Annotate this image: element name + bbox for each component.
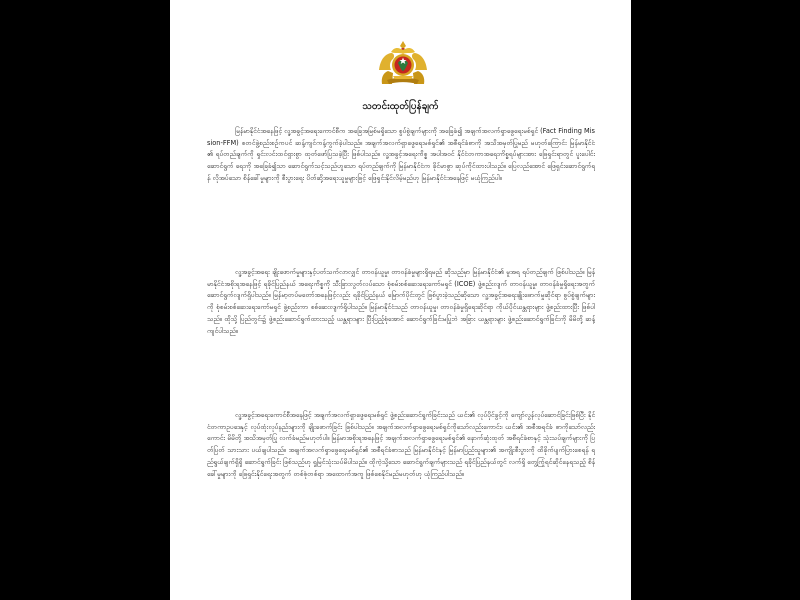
state-seal-emblem — [377, 40, 429, 86]
document-page — [170, 0, 631, 600]
paragraph-3: လူ့အခွင့်အရေးကောင်စီအနေဖြင့် အချက်အလက်ရှာဖွေရေးမစ်ရှင် ဖွဲ့စည်းဆောင်ရွက်ခြင်းသည် ယင်း၏ လုပ်ပိုင်ခွင့်ကို ကျော်လွန်လုပ်ဆောင်ခြင်းဖြစ်ပြီး နိုင်ငံတကာဥပဒေနှင့် လုပ်ထုံးလုပ်နည်းများကို ချိုးဖောက်ခြင်း ဖြစ်ပါသည်။ အချက်အလက်ရှာဖွေရေးမစ်ရှင်ကိုသော်လည်းကောင်း၊ ယင်း၏ အစီအရင်ခံ စာကိုသော်လည်းကောင်း မိမိတို့ အသိအမှတ်ပြု လက်ခံမည်မဟုတ်ပါ။ မြန်မာအစိုးရအနေဖြင့် အချက်အလက်ရှာဖွေရေးမစ်ရှင်၏ နောက်ဆုံးထုတ် အစီရင်ခံစာနှင့် သုံးသပ်ချက်များကို ပြတ်ပြတ် သားသား ပယ်ချပါသည်။ အချက်အလက်ရှာဖွေရေးမစ်ရှင်၏ အစီရင်ခံစာသည် မြန်မာနိုင်ငံနှင့် မြန်မာပြည်သူများ၏ အကျိုးစီးပွားကို ထိခိုက်ပျက်ပြားစေရန် ရည်ရွယ်ချက်ရှိရှိ ဆောင်ရွက်ခြင်း ဖြစ်သည်ဟု ရှုမြင်သုံးသပ်မိပါသည်။ ထိုကဲ့သို့သော ဆောင်ရွက်ချက်များသည် ရခိုင်ပြည်နယ်တွင် လက်ရှိ တွေ့ကြုံရင်ဆိုင်နေရသည့် စိန်ခေါ်မှုများကို ဖြေရှင်းနိုင်ရေးအတွက် တစ်စုံတစ်ရာ အထောက်အကူ ဖြစ်စေနိုင်မည်မဟုတ်ဟု ယုံကြည်ပါသည်။ — [207, 410, 595, 479]
paragraph-2: လူ့အခွင့်အရေး ချိုးဖောက်မှုများနှင့်ပတ်သက်လာလျှင် တာဝန်ယူမှု၊ တာဝန်ခံမှုများရှိရမည် ဆိုသည်မှာ မြန်မာနိုင်ငံ၏ မူအရ ရပ်တည်ချက် ဖြစ်ပါသည်။ မြန်မာနိုင်ငံအစိုးရအနေဖြင့် ရခိုင်ပြည်နယ် အရေးကိစ္စကို သီးခြားလွတ်လပ်သော စုံစမ်းစစ်ဆေးရေးကော်မရှင် (ICOE) ဖွဲ့စည်းလျက် တာဝန်ယူမှု၊ တာဝန်ခံမှုရှိရေးအတွက် ဆောင်ရွက်လျက်ရှိပါသည်။ မြန်မာ့တပ်မတော်အနေဖြင့်လည်း ရခိုင်ပြည်နယ် မြောက်ပိုင်းတွင် ဖြစ်ပွားခဲ့သည်ဆိုသော လူ့အခွင့်အရေးချိုးဖောက်မှုဆိုင်ရာ စွပ်စွဲချက်များကို စုံစမ်းစစ်ဆေးရေးကော်မရှင် ဖွဲ့စည်းကာ စစ်ဆေးလျက်ရှိပါသည်။ မြန်မာနိုင်ငံသည် တာဝန်ယူမှု၊ တာဝန်ခံမှုရှိရေးဆိုင်ရာ ကိုယ်ပိုင်ယန္တရားများ ဖွဲ့စည်းထားပြီး ဖြစ်ပါသည်။ ထိုသို့ ပြည်တွင်း၌ ဖွဲ့စည်းဆောင်ရွက်ထားသည့် ယန္တရားများ ပြီးပြည့်စုံအောင် ဆောင်ရွက်ခြင်းမပြုဘဲ အခြား ယန္တရားများ ဖွဲ့စည်းဆောင်ရွက်ခြင်းကို မိမိတို့ ဆန့်ကျင်ပါသည်။ — [207, 267, 595, 336]
paragraph-1: မြန်မာနိုင်ငံအနေဖြင့် လူ့အခွင့်အရေးကောင်စီက အခြေအမြစ်မရှိသော စွပ်စွဲချက်များကို အခြေခံ၍ အချက်အလက်ရှာဖွေရေးမစ်ရှင် (Fact Finding Mission-FFM) စတင်ဖွဲ့စည်းစဉ်ကပင် ဆန့်ကျင်ကန့်ကွက်ခဲ့ပါသည်။ အချက်အလက်ရှာဖွေရေးမစ်ရှင်၏ အစီရင်ခံစာကို အသိအမှတ်ပြုမည် မဟုတ်ကြောင်း မြန်မာနိုင်ငံ၏ ရပ်တည်ချက်ကို ရှင်းလင်းထင်ရှားစွာ ထုတ်ဖော်ပြသခဲ့ပြီး ဖြစ်ပါသည်။ လူ့အခွင့်အရေးကိစ္စ အပါအဝင် နိုင်ငံတကာအရေးကိစ္စရပ်များအား ဖြေရှင်းရာတွင် ပူးပေါင်းဆောင်ရွက် ရေးကို အခြေခံ၍သာ ဆောင်ရွက်သင့်သည်ဟူသော ရပ်တည်ချက်ကို မြန်မာနိုင်ငံက ခိုင်မာစွာ ဆုပ်ကိုင်ထားပါသည်။ ပြေလည်အောင် ဖြေရှင်းဆောင်ရွက်ရန် လိုအပ်သော စိန်ခေါ်မှုများကို စီးပွားရေး ပိတ်ဆို့အရေးယူမှုများဖြင့် ဖြေရှင်းနိုင်လိမ့်မည်ဟု မြန်မာနိုင်ငံအနေဖြင့် မယုံကြည်ပါ။ — [207, 126, 595, 183]
statement-title: သတင်းထုတ်ပြန်ချက် — [362, 101, 439, 112]
